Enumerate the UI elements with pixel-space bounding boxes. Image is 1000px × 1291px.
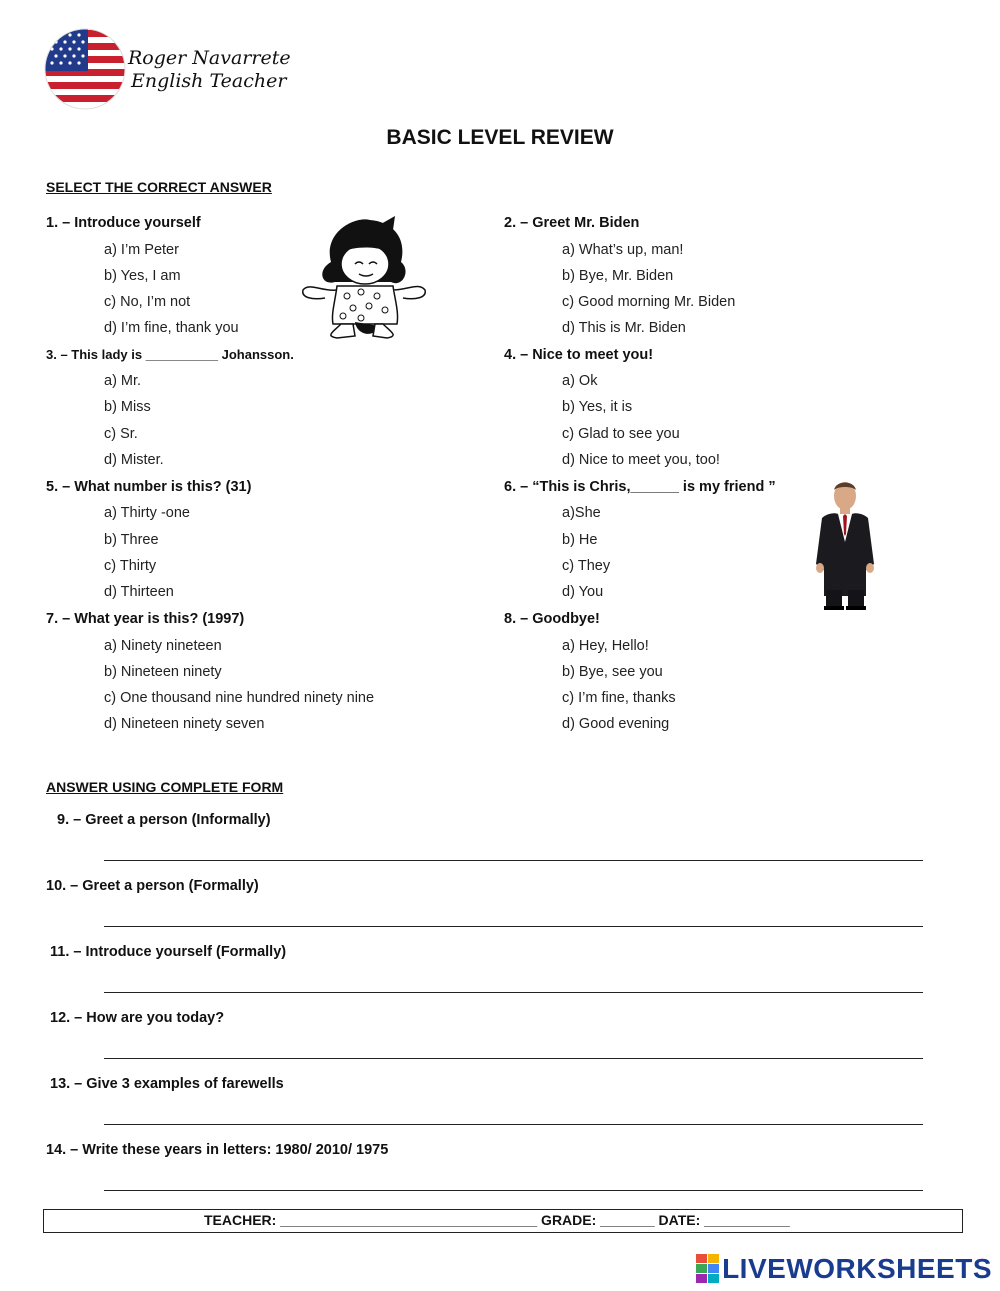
us-flag-icon	[44, 28, 126, 110]
q7-option-d[interactable]: d) Nineteen ninety seven	[104, 716, 265, 732]
q8-option-b[interactable]: b) Bye, see you	[562, 664, 663, 680]
q5-option-c[interactable]: c) Thirty	[104, 558, 157, 574]
q8-option-d[interactable]: d) Good evening	[562, 716, 670, 732]
teacher-role: English Teacher	[131, 70, 287, 92]
question-11: 11. – Introduce yourself (Formally)	[50, 944, 287, 960]
question-3: 3. – This lady is __________ Johansson.	[46, 347, 294, 362]
q6-option-c[interactable]: c) They	[562, 558, 611, 574]
q5-option-b[interactable]: b) Three	[104, 532, 159, 548]
q6-option-b[interactable]: b) He	[562, 532, 598, 548]
question-4: 4. – Nice to meet you!	[504, 347, 654, 363]
q2-option-c[interactable]: c) Good morning Mr. Biden	[562, 294, 736, 310]
teacher-name: Roger Navarrete	[128, 47, 291, 69]
q5-option-d[interactable]: d) Thirteen	[104, 584, 174, 600]
q6-option-d[interactable]: d) You	[562, 584, 604, 600]
q7-option-c[interactable]: c) One thousand nine hundred ninety nine	[104, 690, 375, 706]
liveworksheets-logo-icon	[696, 1254, 720, 1284]
answer-line-14[interactable]	[104, 1190, 923, 1191]
q1-option-b[interactable]: b) Yes, I am	[104, 268, 181, 284]
liveworksheets-brand[interactable]	[696, 1252, 992, 1286]
q3-option-a[interactable]: a) Mr.	[104, 373, 142, 389]
question-13: 13. – Give 3 examples of farewells	[50, 1076, 284, 1092]
question-9: 9. – Greet a person (Informally)	[57, 812, 271, 828]
liveworksheets-logo-text: LIVEWORKSHEETS	[722, 1253, 992, 1284]
q4-option-a[interactable]: a) Ok	[562, 373, 598, 389]
q8-option-c[interactable]: c) I’m fine, thanks	[562, 690, 676, 706]
section-heading-complete: ANSWER USING COMPLETE FORM	[46, 779, 284, 795]
mafalda-cartoon-image	[295, 212, 430, 342]
q2-option-b[interactable]: b) Bye, Mr. Biden	[562, 268, 674, 284]
q3-option-c[interactable]: c) Sr.	[104, 426, 138, 442]
q4-option-c[interactable]: c) Glad to see you	[562, 426, 680, 442]
q2-option-a[interactable]: a) What’s up, man!	[562, 242, 684, 258]
q8-option-a[interactable]: a) Hey, Hello!	[562, 638, 649, 654]
question-5: 5. – What number is this? (31)	[46, 479, 252, 495]
q4-option-b[interactable]: b) Yes, it is	[562, 399, 633, 415]
footer-teacher-grade-date[interactable]: TEACHER: _________________________________ GRADE: _______ DATE: ___________	[204, 1212, 790, 1228]
question-6: 6. – “This is Chris,______ is my friend ”	[504, 479, 776, 495]
question-2: 2. – Greet Mr. Biden	[504, 215, 640, 231]
answer-line-11[interactable]	[104, 992, 923, 993]
question-1: 1. – Introduce yourself	[46, 215, 201, 231]
page-title: BASIC LEVEL REVIEW	[386, 126, 614, 149]
q7-option-a[interactable]: a) Ninety nineteen	[104, 638, 222, 654]
q7-option-b[interactable]: b) Nineteen ninety	[104, 664, 222, 680]
q6-option-a[interactable]: a)She	[562, 505, 601, 521]
question-14: 14. – Write these years in letters: 1980/ 2010/ 1975	[46, 1142, 389, 1158]
section-heading-select: SELECT THE CORRECT ANSWER	[46, 179, 272, 195]
q1-option-d[interactable]: d) I’m fine, thank you	[104, 320, 239, 336]
footer-box	[43, 1209, 963, 1233]
answer-line-10[interactable]	[104, 926, 923, 927]
question-10: 10. – Greet a person (Formally)	[46, 878, 259, 894]
q4-option-d[interactable]: d) Nice to meet you, too!	[562, 452, 720, 468]
q3-option-d[interactable]: d) Mister.	[104, 452, 164, 468]
answer-line-13[interactable]	[104, 1124, 923, 1125]
question-8: 8. – Goodbye!	[504, 611, 600, 627]
man-in-suit-image	[808, 478, 882, 610]
answer-line-12[interactable]	[104, 1058, 923, 1059]
question-12: 12. – How are you today?	[50, 1010, 225, 1026]
q3-option-b[interactable]: b) Miss	[104, 399, 151, 415]
q2-option-d[interactable]: d) This is Mr. Biden	[562, 320, 686, 336]
question-7: 7. – What year is this? (1997)	[46, 611, 245, 627]
q1-option-a[interactable]: a) I’m Peter	[104, 242, 179, 258]
q1-option-c[interactable]: c) No, I’m not	[104, 294, 191, 310]
answer-line-9[interactable]	[104, 860, 923, 861]
q5-option-a[interactable]: a) Thirty -one	[104, 505, 190, 521]
